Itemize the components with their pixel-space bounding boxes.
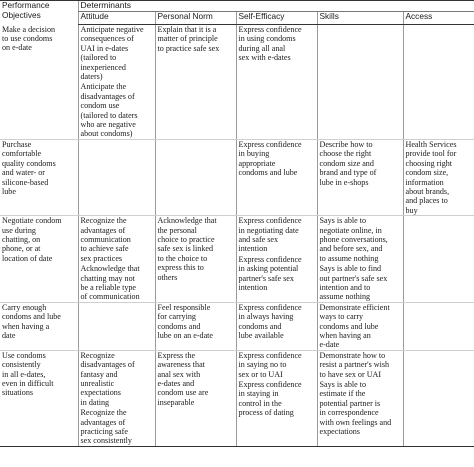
skills-statement: Says is able to estimate if the potential partner is in correspondence with own feelings and expectations: [319, 380, 392, 437]
personal-norm-statement: Feel responsible for carrying condoms and lube on an e-date: [157, 302, 214, 340]
skills-cell: [317, 350, 403, 446]
col-header-access: Access: [403, 12, 474, 25]
col-header-attitude: Attitude: [78, 12, 155, 25]
table-row: [0, 302, 474, 350]
self-efficacy-cell: [236, 350, 317, 446]
self-efficacy-statement: Express confidence in buying appropriate condoms and lube: [238, 139, 302, 178]
col-header-personal-norm: Personal Norm: [155, 12, 236, 25]
personal-norm-cell: [155, 216, 236, 303]
attitude-statement: Recognize disadvantages of fantasy and unrealistic expectations in dating: [80, 350, 135, 407]
attitude-statement: Anticipate negative consequences of UAI in e-dates (tailored to inexperienced daters): [80, 25, 144, 82]
objective-cell: Negotiate condom use during chatting, on phone, or at location of date: [0, 216, 78, 303]
skills-statement: Describe how to choose the right condom size and brand and type of lube in e-shops: [319, 139, 377, 187]
self-efficacy-statement: Express confidence in staying in control in the process of dating: [238, 380, 302, 418]
objective-cell: Purchase comfortable quality condoms and water- or silicone-based lube: [0, 139, 78, 215]
objective-cell: Use condoms consistently in all e-dates, even in difficult situations: [0, 350, 78, 446]
attitude-cell: [78, 302, 155, 350]
personal-norm-cell: [155, 139, 236, 215]
determinants-header: Determinants: [78, 1, 474, 12]
self-efficacy-statement: Express confidence in negotiating date and safe sex intention: [238, 216, 302, 254]
personal-norm-cell: [155, 25, 236, 140]
table-row: [0, 25, 474, 140]
attitude-statement: Recognize the advantages of practicing safe sex consistently: [80, 408, 132, 446]
skills-statement: Demonstrate efficient ways to carry condoms and lube when having an e-date: [319, 302, 390, 350]
skills-cell: [317, 216, 403, 303]
personal-norm-cell: [155, 302, 236, 350]
attitude-statement: Acknowledge that chatting may not be a reliable type of communication: [80, 264, 140, 302]
self-efficacy-cell: [236, 216, 317, 303]
attitude-statement: Recognize the advantages of communication to achieve safe sex practices: [80, 216, 131, 263]
attitude-cell: [78, 216, 155, 303]
col-header-skills: Skills: [317, 12, 403, 25]
access-cell: [403, 25, 474, 140]
attitude-cell: [78, 139, 155, 215]
attitude-statement: Anticipate the disadvantages of condom use (tailored to daters who are negative about condoms): [80, 82, 138, 139]
col-header-self-efficacy: Self-Efficacy: [236, 12, 317, 25]
table-row: [0, 139, 474, 215]
self-efficacy-statement: Express confidence in always having condoms and lube available: [238, 302, 302, 340]
skills-cell: [317, 139, 403, 215]
matrix-body: [0, 25, 474, 447]
self-efficacy-statement: Express confidence in using condoms during all anal sex with e-dates: [238, 25, 302, 63]
table-row: [0, 216, 474, 303]
access-statement: Health Services provide tool for choosing right condom size, information about brands, and places to buy: [405, 139, 457, 215]
access-cell: [403, 302, 474, 350]
access-cell: [403, 216, 474, 303]
attitude-cell: [78, 25, 155, 140]
personal-norm-statement: Express the awareness that anal sex with e-dates and condom use are inseparable: [157, 350, 209, 407]
table-row: [0, 350, 474, 446]
self-efficacy-cell: [236, 25, 317, 140]
skills-statement: Says is able to find out partner's safe sex intention and to assume nothing: [319, 264, 388, 302]
performance-objectives-header: Performance Objectives: [0, 1, 78, 25]
attitude-cell: [78, 350, 155, 446]
skills-statement: Says is able to negotiate online, in phone conversations, and before sex, and to assume nothing: [319, 216, 388, 263]
access-cell: [403, 350, 474, 446]
objective-cell: Make a decision to use condoms on e-date: [0, 25, 78, 140]
skills-cell: [317, 25, 403, 140]
objective-cell: Carry enough condoms and lube when having a date: [0, 302, 78, 350]
personal-norm-cell: [155, 350, 236, 446]
skills-cell: [317, 302, 403, 350]
skills-statement: Demonstrate how to resist a partner's wish to have sex or UAI: [319, 350, 390, 379]
personal-norm-statement: Acknowledge that the personal choice to practice safe sex is linked to the choice to express this to others: [157, 216, 217, 282]
self-efficacy-cell: [236, 302, 317, 350]
access-cell: [403, 139, 474, 215]
self-efficacy-cell: [236, 139, 317, 215]
self-efficacy-statement: Express confidence in asking potential partner's safe sex intention: [238, 254, 302, 292]
self-efficacy-statement: Express confidence in saying no to sex or to UAI: [238, 350, 302, 379]
personal-norm-statement: Explain that it is a matter of principle to practice safe sex: [157, 25, 220, 53]
